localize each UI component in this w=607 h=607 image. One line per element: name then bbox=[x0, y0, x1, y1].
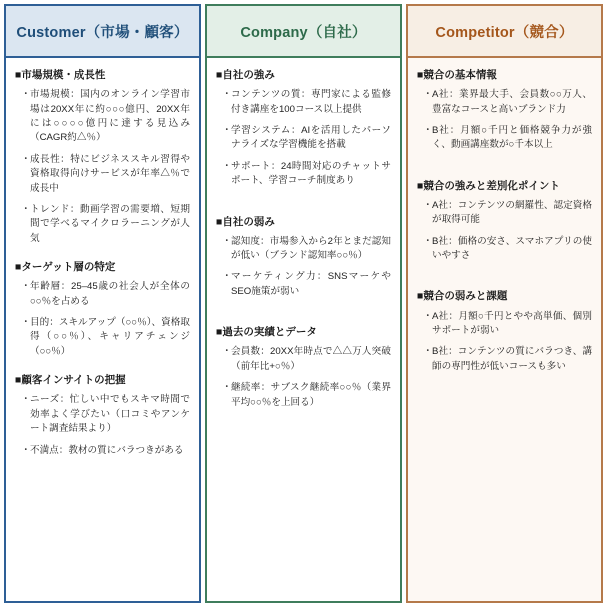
bullet-dash-icon: ・ bbox=[423, 346, 433, 358]
column-header-company: Company（自社） bbox=[207, 6, 400, 58]
bullet-dash-icon: ・ bbox=[423, 235, 433, 247]
list-item bbox=[15, 88, 190, 146]
list-item-text: 会員数：20XX年時点で△△万人突破（前年比+○％） bbox=[231, 346, 391, 372]
list-item bbox=[15, 393, 190, 436]
list-item bbox=[417, 310, 592, 339]
list-item bbox=[15, 203, 190, 246]
list-item bbox=[15, 280, 190, 309]
column-customer bbox=[4, 4, 201, 603]
list-item-text: B社：コンテンツの質にバラつき、講師の専門性が低いコースも多い bbox=[432, 346, 592, 372]
section-title: ■ターゲット層の特定 bbox=[15, 261, 116, 274]
bullet-dash-icon: ・ bbox=[222, 271, 232, 283]
bullet-dash-icon: ・ bbox=[21, 203, 31, 215]
section-title: ■市場規模・成長性 bbox=[15, 69, 106, 81]
list-item bbox=[417, 199, 592, 228]
list-item-text: 年齢層：25–45歳の社会人が全体の○○％を占める bbox=[30, 281, 190, 307]
column-header-customer: Customer（市場・顧客） bbox=[6, 6, 199, 58]
bullet-dash-icon: ・ bbox=[222, 382, 232, 394]
section-title: ■過去の実績とデータ bbox=[216, 326, 317, 339]
bullet-dash-icon: ・ bbox=[222, 346, 232, 358]
bullet-dash-icon: ・ bbox=[423, 89, 433, 101]
column-body-company bbox=[207, 58, 400, 601]
section-title: ■競合の基本情報 bbox=[417, 69, 497, 81]
section-market-size bbox=[15, 68, 190, 246]
section-competitor-basic-info bbox=[417, 68, 592, 153]
column-header-competitor: Competitor（競合） bbox=[408, 6, 601, 58]
list-item bbox=[216, 345, 391, 374]
column-body-customer bbox=[6, 58, 199, 601]
section-title: ■自社の強み bbox=[216, 69, 275, 81]
bullet-dash-icon: ・ bbox=[423, 310, 433, 322]
list-item-text: 認知度：市場参入から2年とまだ認知が低い（ブランド認知率○○％） bbox=[231, 235, 391, 262]
list-item bbox=[15, 444, 190, 458]
list-item bbox=[216, 381, 391, 410]
bullet-dash-icon: ・ bbox=[222, 89, 232, 101]
bullet-dash-icon: ・ bbox=[222, 124, 232, 136]
list-item-text: 成長性：特にビジネススキル習得や資格取得向けサービスが年率△％で成長中 bbox=[30, 153, 190, 194]
list-item-text: B社：月額○千円と価格競争力が強く、動画講座数が○千本以上 bbox=[432, 124, 592, 151]
section-title: ■顧客インサイトの把握 bbox=[15, 374, 126, 387]
list-item bbox=[417, 345, 592, 374]
list-item-text: 継続率：サブスク継続率○○％（業界平均○○％を上回る） bbox=[231, 382, 391, 408]
section-title: ■競合の弱みと課題 bbox=[417, 290, 508, 303]
list-item bbox=[417, 124, 592, 153]
list-item-text: サポート：24時間対応のチャットサポート、学習コーチ制度あり bbox=[231, 160, 391, 187]
list-item-text: 市場規模：国内のオンライン学習市場は20XX年に約○○○億円、20XX年には○○○○億円に達する見込み（CAGR約△％） bbox=[30, 89, 190, 144]
bullet-dash-icon: ・ bbox=[21, 394, 31, 406]
list-item bbox=[15, 316, 190, 359]
section-competitor-strengths bbox=[417, 179, 592, 264]
list-item-text: コンテンツの質：専門家による監修付き講座を100コース以上提供 bbox=[231, 89, 391, 115]
bullet-dash-icon: ・ bbox=[21, 153, 31, 165]
section-customer-insight bbox=[15, 373, 190, 458]
section-company-strengths bbox=[216, 68, 391, 189]
list-item-text: A社：コンテンツの網羅性、認定資格が取得可能 bbox=[432, 199, 592, 226]
list-item bbox=[216, 88, 391, 117]
bullet-dash-icon: ・ bbox=[21, 317, 31, 329]
section-title: ■自社の弱み bbox=[216, 215, 275, 228]
bullet-dash-icon: ・ bbox=[222, 160, 232, 172]
list-item bbox=[216, 235, 391, 264]
list-item-text: 不満点：教材の質にバラつきがある bbox=[30, 444, 184, 456]
column-company bbox=[205, 4, 402, 603]
list-item-text: トレンド：動画学習の需要増、短期間で学べるマイクロラーニングが人気 bbox=[30, 203, 190, 244]
list-item-text: 学習システム：AIを活用したパーソナライズな学習機能を搭載 bbox=[231, 124, 391, 151]
list-item bbox=[216, 270, 391, 299]
section-company-weaknesses bbox=[216, 215, 391, 300]
column-body-competitor bbox=[408, 58, 601, 601]
section-target-segment bbox=[15, 260, 190, 359]
list-item-text: A社：月額○千円とやや高単価、個別サポートが弱い bbox=[432, 310, 592, 337]
section-past-results bbox=[216, 325, 391, 410]
bullet-dash-icon: ・ bbox=[21, 281, 31, 293]
bullet-dash-icon: ・ bbox=[423, 199, 433, 211]
list-item bbox=[417, 235, 592, 264]
list-item-text: ニーズ：忙しい中でもスキマ時間で効率よく学びたい（口コミやアンケート調査結果より） bbox=[30, 394, 190, 435]
list-item-text: 目的：スキルアップ（○○％）、資格取得（○○％）、キャリアチェンジ（○○％） bbox=[30, 317, 190, 357]
section-competitor-weaknesses bbox=[417, 289, 592, 374]
list-item bbox=[216, 160, 391, 189]
list-item-text: B社：価格の安さ、スマホアプリの使いやすさ bbox=[432, 235, 592, 262]
list-item bbox=[417, 88, 592, 117]
column-competitor bbox=[406, 4, 603, 603]
list-item bbox=[15, 153, 190, 196]
bullet-dash-icon: ・ bbox=[21, 444, 31, 456]
bullet-dash-icon: ・ bbox=[423, 124, 433, 136]
list-item-text: A社：業界最大手、会員数○○万人、豊富なコースと高いブランド力 bbox=[432, 89, 592, 115]
bullet-dash-icon: ・ bbox=[222, 235, 232, 247]
section-title: ■競合の強みと差別化ポイント bbox=[417, 179, 560, 192]
list-item bbox=[216, 124, 391, 153]
bullet-dash-icon: ・ bbox=[21, 89, 31, 101]
list-item-text: マーケティング力：SNSマーケやSEO施策が弱い bbox=[231, 271, 391, 297]
